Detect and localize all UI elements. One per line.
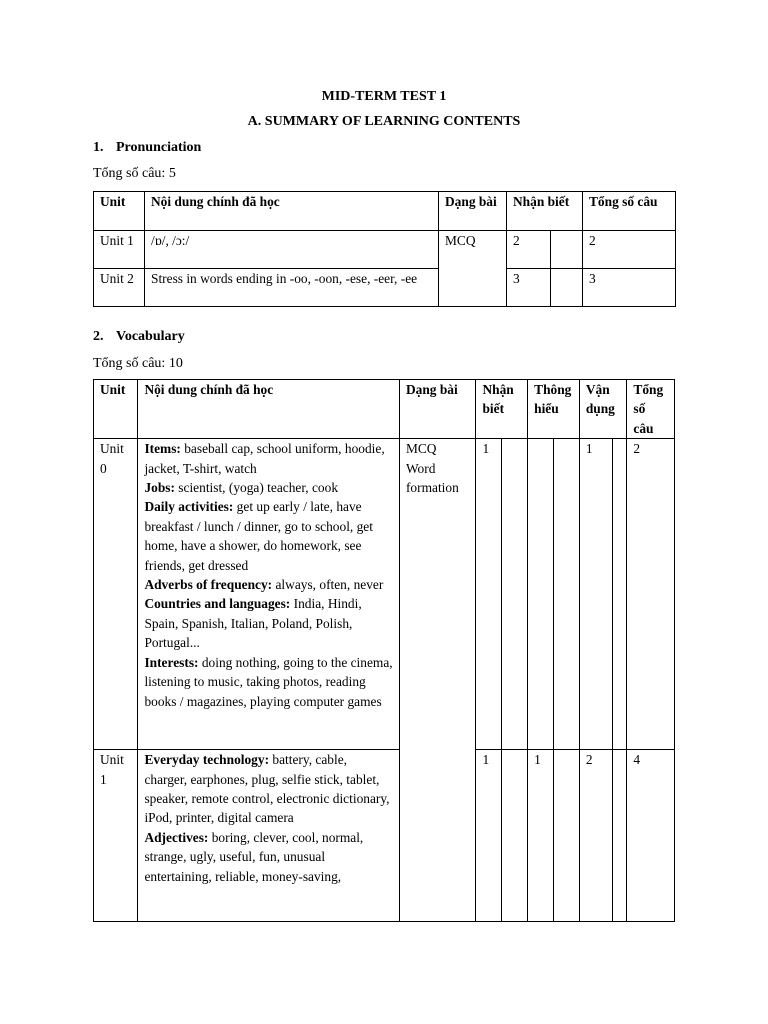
section-text: baseball cap, school uniform, hoodie, jacket, T-shirt, watch xyxy=(144,441,385,476)
section-label: Countries and languages: xyxy=(144,596,291,612)
section-label: Adverbs of frequency: xyxy=(144,577,273,593)
header-unit: Unit xyxy=(94,380,138,439)
cell-recognition: 2 xyxy=(507,231,551,269)
cell-recognition: 3 xyxy=(507,269,551,307)
heading-number: 2. xyxy=(93,329,104,344)
header-content: Nội dung chính đã học xyxy=(145,192,439,231)
cell-comprehension xyxy=(528,439,554,750)
section-text: entertaining, reliable, money-saving, xyxy=(144,868,342,884)
cell-content xyxy=(138,439,400,750)
cell-comprehension: 1 xyxy=(528,750,554,922)
cell-empty xyxy=(612,439,626,750)
section-a-heading: A. SUMMARY OF LEARNING CONTENTS xyxy=(247,114,521,129)
cell-total: 2 xyxy=(583,231,676,269)
cell-empty xyxy=(553,439,579,750)
cell-empty xyxy=(612,750,626,922)
section-label: Jobs: xyxy=(144,480,175,496)
header-type: Dạng bài xyxy=(399,380,475,439)
cell-application: 2 xyxy=(579,750,612,922)
header-type: Dạng bài xyxy=(439,192,507,231)
table-row xyxy=(94,231,676,269)
header-comprehension: Thông hiểu xyxy=(528,380,580,439)
table-row xyxy=(94,439,675,750)
header-application: Vận dụng xyxy=(579,380,627,439)
section-label: Items: xyxy=(144,441,181,457)
cell-empty xyxy=(502,439,528,750)
cell-total: 3 xyxy=(583,269,676,307)
cell-recognition: 1 xyxy=(476,439,502,750)
content-clip xyxy=(144,750,393,905)
cell-unit: Unit 1 xyxy=(94,750,138,922)
heading-text: Vocabulary xyxy=(116,329,185,344)
section-label: Interests: xyxy=(144,654,199,670)
cell-application: 1 xyxy=(579,439,612,750)
type-mcq: MCQ xyxy=(405,441,437,457)
cell-recognition: 1 xyxy=(476,750,502,922)
section-text: boring, clever, cool, normal, strange, ugly, useful, fun, unusual xyxy=(144,829,364,865)
vocabulary-heading xyxy=(93,327,185,346)
header-recognition: Nhận biết xyxy=(507,192,583,231)
type-word-formation: Word formation xyxy=(405,460,459,496)
table-row xyxy=(94,750,675,922)
section-label: Everyday technology: xyxy=(144,752,270,768)
cell-empty xyxy=(502,750,528,922)
cell-content xyxy=(138,750,400,922)
cell-type xyxy=(399,439,475,922)
section-label: Adjectives: xyxy=(144,829,209,845)
section-text: battery, cable, charger, earphones, plug, selfie stick, tablet, speaker, remote control, electronic dictionary, iPod, printer, digital camera xyxy=(144,752,390,826)
cell-content: Stress in words ending in -oo, -oon, -ese, -eer, -ee xyxy=(145,269,439,307)
table-row xyxy=(94,269,676,307)
header-total: Tổng số câu xyxy=(627,380,675,439)
cell-empty xyxy=(553,750,579,922)
cell-recognition-extra xyxy=(551,269,583,307)
heading-text: Pronunciation xyxy=(116,140,202,155)
cell-type: MCQ xyxy=(439,231,507,307)
section-text: scientist, (yoga) teacher, cook xyxy=(174,480,339,496)
section-text: doing nothing, going to the cinema, listening to music, taking photos, reading books / magazines, playing computer games xyxy=(144,654,393,709)
section-text: always, often, never xyxy=(272,577,384,593)
table-header-row xyxy=(94,380,675,439)
cell-unit: Unit 1 xyxy=(94,231,145,269)
cell-total: 4 xyxy=(627,750,675,922)
section-label: Daily activities: xyxy=(144,499,234,515)
header-total: Tổng số câu xyxy=(583,192,676,231)
document-title: MID-TERM TEST 1 xyxy=(321,89,447,104)
section-text: India, Hindi, Spain, Spanish, Italian, Poland, Polish, Portugal... xyxy=(144,596,362,651)
cell-recognition-extra xyxy=(551,231,583,269)
header-recognition: Nhận biết xyxy=(476,380,528,439)
pronunciation-question-count: Tổng số câu: 5 xyxy=(93,166,176,181)
vocabulary-question-count: Tổng số câu: 10 xyxy=(93,356,183,371)
cell-unit: Unit 2 xyxy=(94,269,145,307)
table-header-row xyxy=(94,192,676,231)
header-content: Nội dung chính đã học xyxy=(138,380,400,439)
vocabulary-table xyxy=(93,379,675,922)
cell-content: /ɒ/, /ɔ:/ xyxy=(145,231,439,269)
cell-unit: Unit 0 xyxy=(94,439,138,750)
section-text: get up early / late, have breakfast / lunch / dinner, go to school, get home, have a shower, do homework, see friends, get dressed xyxy=(144,499,373,573)
heading-number: 1. xyxy=(93,140,104,155)
cell-total: 2 xyxy=(627,439,675,750)
header-unit: Unit xyxy=(94,192,145,231)
pronunciation-table xyxy=(93,191,676,307)
pronunciation-heading xyxy=(93,138,201,157)
